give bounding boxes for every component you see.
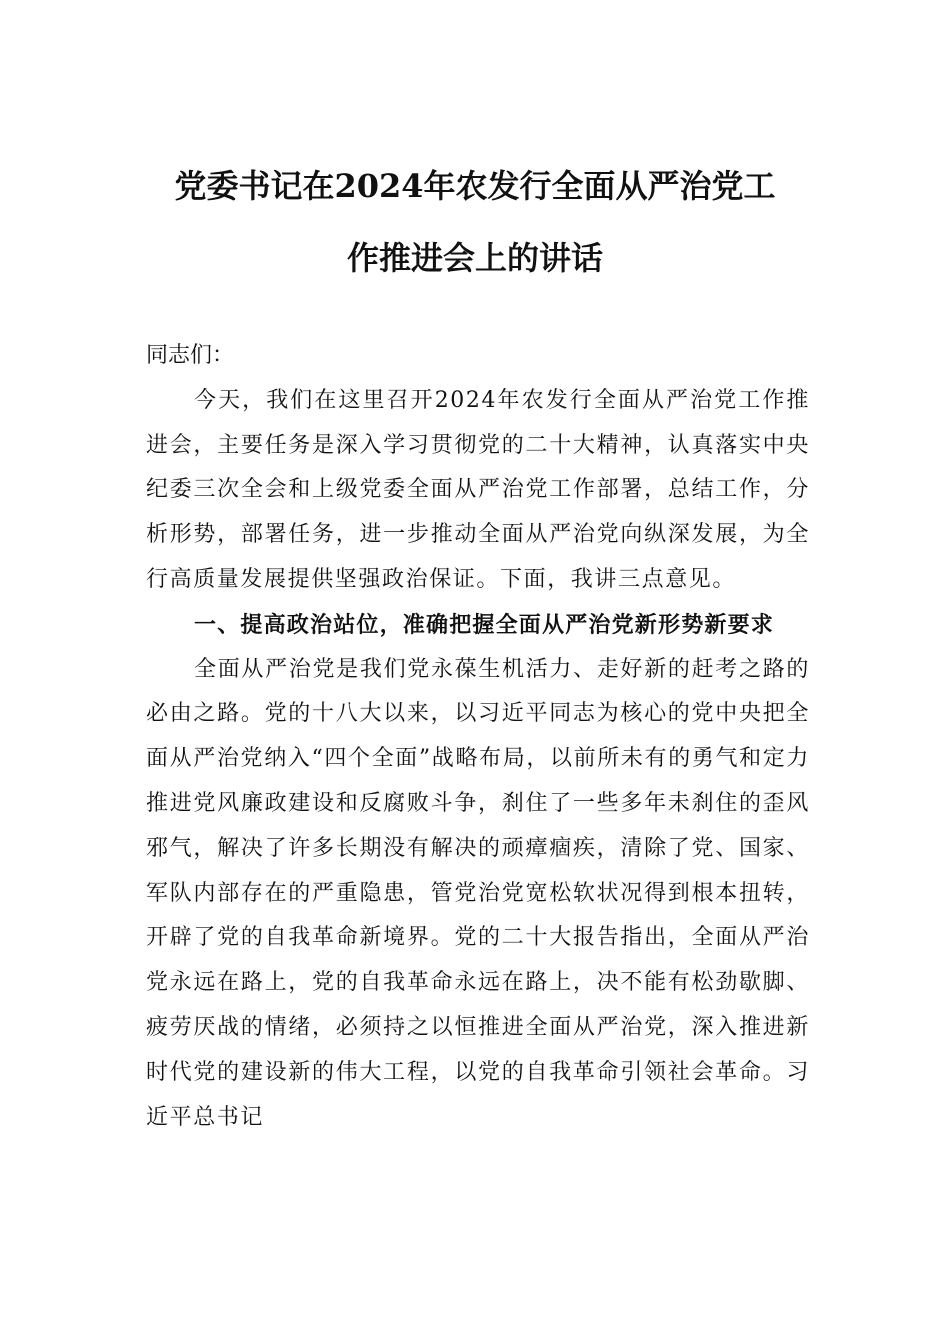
title-line-1: 党委书记在2024年农发行全面从严治党工 bbox=[174, 167, 776, 205]
title-line-2: 作推进会上的讲话 bbox=[346, 239, 603, 277]
section-heading-1: 一、提高政治站位，准确把握全面从严治党新形势新要求 bbox=[194, 611, 775, 638]
paragraph-section-1: 全面从严治党是我们党永葆生机活力、走好新的赶考之路的必由之路。党的十八大以来，以习近平同志为核心的党中央把全面从严治党纳入“四个全面”战略布局，以前所未有的勇气和定力推进党风廉政建设和反腐败斗争，刹住了一些多年未刹住的歪风邪气，解决了许多长期没有解决的顽瘴痼疾，清除了党、国家、军队内部存在的严重隐患，管党治党宽松软状况得到根本扭转，开辟了党的自我革命新境界。党的二十大报告指出，全面从严治党永远在路上，党的自我革命永远在路上，决不能有松劲歇脚、疲劳厌战的情绪，必须持之以恒推进全面从严治党，深入推进新时代党的建设新的伟大工程，以党的自我革命引领社会革命。习近平总书记 bbox=[146, 656, 810, 1130]
document-title bbox=[140, 150, 810, 294]
document-body bbox=[146, 334, 810, 1140]
paragraph-opening: 今天，我们在这里召开2024年农发行全面从严治党工作推进会，主要任务是深入学习贯彻党的二十大精神，认真落实中央纪委三次全会和上级党委全面从严治党工作部署，总结工作，分析形势，部署任务，进一步推动全面从严治党向纵深发展，为全行高质量发展提供坚强政治保证。下面，我讲三点意见。 bbox=[146, 387, 810, 592]
salutation: 同志们： bbox=[146, 343, 235, 368]
